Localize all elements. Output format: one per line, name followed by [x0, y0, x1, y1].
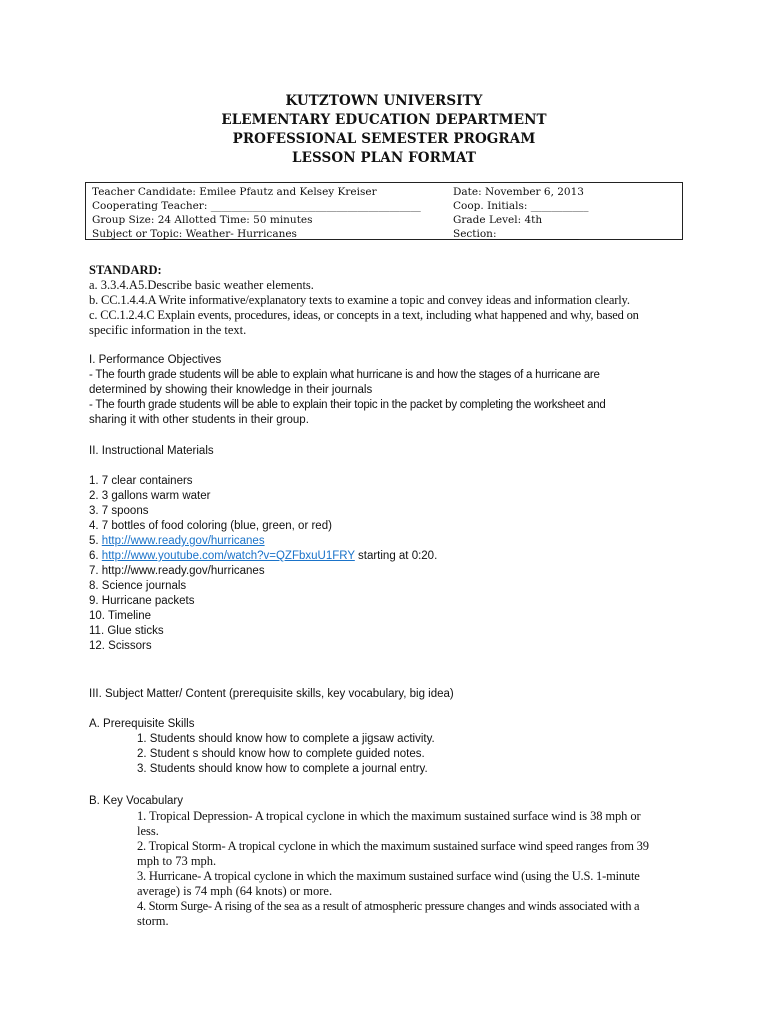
document-header — [0, 92, 768, 168]
standard-c-line2: specific information in the text. — [89, 323, 247, 337]
youtube-link[interactable]: http://www.youtube.com/watch?v=QZFbxuU1FRY — [101, 550, 355, 562]
standard-c-line1: c. CC.1.2.4.C Explain events, procedures, ideas, or concepts in a text, including what happened and why, based on — [89, 308, 639, 322]
vocabulary-list — [89, 809, 689, 929]
objective-1-line2: determined by showing their knowledge in their journals — [89, 384, 373, 396]
material-item: 7. http://www.ready.gov/hurricanes — [89, 565, 265, 577]
vocabulary-item-line: less. — [137, 824, 159, 838]
material-item: 9. Hurricane packets — [89, 595, 195, 607]
prerequisite-item: 1. Students should know how to complete a jigsaw activity. — [137, 733, 435, 745]
prerequisite-title: A. Prerequisite Skills — [89, 718, 195, 730]
vocabulary-title: B. Key Vocabulary — [89, 795, 183, 807]
material-item: 11. Glue sticks — [89, 625, 164, 637]
vocabulary-item-line: mph to 73 mph. — [137, 854, 217, 868]
prerequisite-item: 3. Students should know how to complete a journal entry. — [137, 763, 428, 775]
objective-2-line2: sharing it with other students in their group. — [89, 414, 309, 426]
vocabulary-item-line: storm. — [137, 914, 169, 928]
cooperating-teacher: Cooperating Teacher: ________________________________________ — [92, 200, 421, 212]
materials-title: II. Instructional Materials — [89, 445, 214, 457]
materials-section — [89, 444, 689, 654]
material-note: starting at 0:20. — [354, 550, 438, 562]
teacher-candidate: Teacher Candidate: Emilee Pfautz and Kelsey Kreiser — [92, 186, 377, 198]
material-item — [89, 534, 689, 549]
lesson-date: Date: November 6, 2013 — [453, 186, 584, 198]
group-size-time: Group Size: 24 Allotted Time: 50 minutes — [92, 214, 313, 226]
material-item: 3. 7 spoons — [89, 505, 149, 517]
vocabulary-item-line: 4. Storm Surge- A rising of the sea as a result of atmospheric pressure changes and winds associated with a — [137, 899, 640, 913]
section-field: Section: _______________ — [453, 228, 579, 240]
vocabulary-item-line: 3. Hurricane- A tropical cyclone in which the maximum sustained surface wind (using the U.S. 1-minute — [137, 869, 640, 883]
standard-a: a. 3.3.4.A5.Describe basic weather elements. — [89, 278, 314, 292]
grade-level: Grade Level: 4th — [453, 214, 543, 226]
material-number: 6. — [89, 550, 102, 562]
objective-2-line1: - The fourth grade students will be able to explain their topic in the packet by completing the worksheet and — [89, 399, 606, 411]
lesson-info-box — [85, 182, 683, 240]
coop-initials: Coop. Initials: ___________ — [453, 200, 589, 212]
subject-matter-title: III. Subject Matter/ Content (prerequisite skills, key vocabulary, big idea) — [89, 688, 454, 700]
ready-gov-link[interactable]: http://www.ready.gov/hurricanes — [101, 535, 265, 547]
objectives-title: I. Performance Objectives — [89, 354, 222, 366]
subject-matter-section — [89, 687, 689, 777]
standard-section — [89, 263, 689, 338]
standard-b: b. CC.1.4.4.A Write informative/explanatory texts to examine a topic and convey ideas and information clearly. — [89, 293, 630, 307]
department-name: ELEMENTARY EDUCATION DEPARTMENT — [221, 112, 547, 128]
objective-1-line1: - The fourth grade students will be able to explain what hurricane is and how the stages of a hurricane are — [89, 369, 600, 381]
program-name: PROFESSIONAL SEMESTER PROGRAM — [232, 131, 536, 147]
university-name: KUTZTOWN UNIVERSITY — [285, 93, 483, 109]
vocabulary-item-line: 1. Tropical Depression- A tropical cyclone in which the maximum sustained surface wind is 38 mph or — [137, 809, 641, 823]
prerequisite-item: 2. Student s should know how to complete guided notes. — [137, 748, 425, 760]
material-item: 10. Timeline — [89, 610, 152, 622]
material-item: 2. 3 gallons warm water — [89, 490, 211, 502]
material-item: 12. Scissors — [89, 640, 152, 652]
material-item: 1. 7 clear containers — [89, 475, 193, 487]
subject-topic: Subject or Topic: Weather- Hurricanes — [92, 228, 297, 240]
format-title: LESSON PLAN FORMAT — [291, 150, 477, 166]
material-item: 8. Science journals — [89, 580, 187, 592]
vocabulary-item-line: average) is 74 mph (64 knots) or more. — [137, 884, 333, 898]
vocabulary-item-line: 2. Tropical Storm- A tropical cyclone in which the maximum sustained surface wind speed ranges from 39 — [137, 839, 649, 853]
material-number: 5. — [89, 535, 102, 547]
material-item: 4. 7 bottles of food coloring (blue, green, or red) — [89, 520, 332, 532]
objectives-section — [89, 353, 689, 428]
material-item — [89, 549, 689, 564]
standard-title: STANDARD: — [89, 263, 162, 277]
